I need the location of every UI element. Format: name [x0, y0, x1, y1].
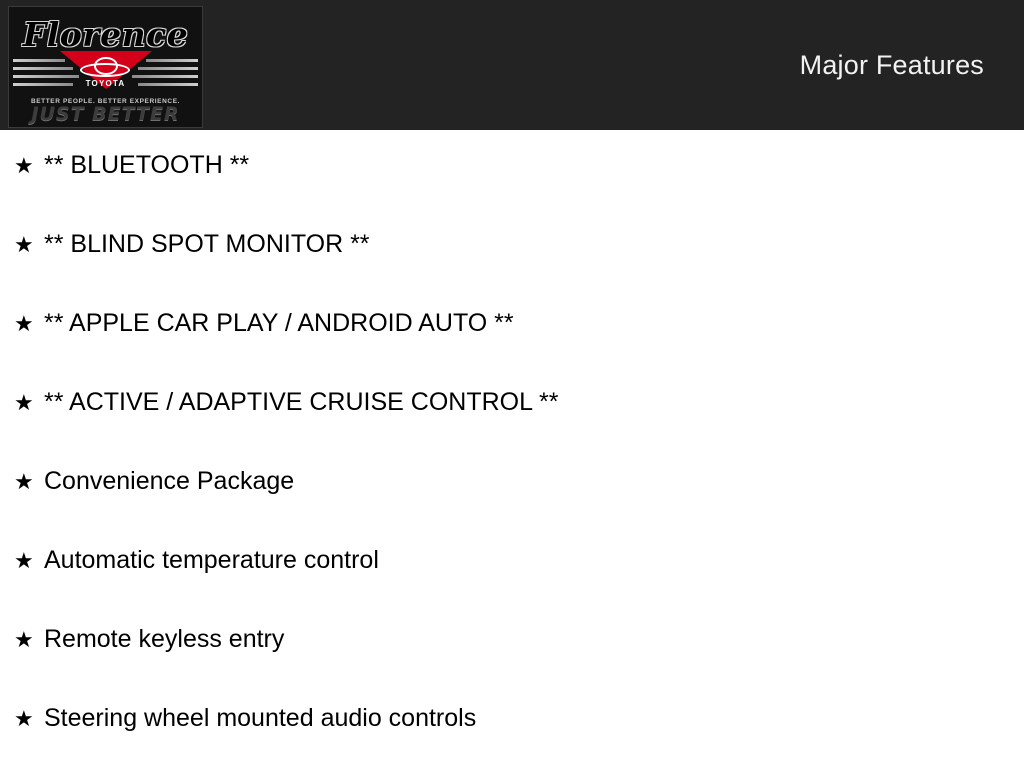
list-item — [14, 547, 1024, 626]
logo-inner — [9, 7, 202, 127]
logo-wing-line — [146, 59, 198, 62]
brand-wordmark: TOYOTA — [85, 79, 126, 88]
dealer-logo — [8, 6, 203, 128]
toyota-emblem-oval-vertical — [94, 57, 118, 75]
list-item — [14, 231, 1024, 310]
feature-label: ** APPLE CAR PLAY / ANDROID AUTO ** — [44, 309, 514, 337]
toyota-emblem-icon — [80, 57, 132, 79]
feature-label: Automatic temperature control — [44, 546, 379, 574]
list-item — [14, 626, 1024, 705]
feature-label: ** ACTIVE / ADAPTIVE CRUISE CONTROL ** — [44, 388, 559, 416]
feature-label: Remote keyless entry — [44, 625, 285, 653]
feature-label: Steering wheel mounted audio controls — [44, 704, 477, 732]
list-item — [14, 152, 1024, 231]
logo-slogan: JUST BETTER — [31, 103, 180, 125]
star-icon: ★ — [14, 153, 34, 178]
star-icon: ★ — [14, 548, 34, 573]
features-list — [0, 130, 1024, 768]
page-title: Major Features — [799, 50, 984, 80]
feature-label: ** BLIND SPOT MONITOR ** — [44, 230, 370, 258]
logo-wing-line — [13, 59, 65, 62]
list-item — [14, 705, 1024, 768]
star-icon: ★ — [14, 469, 34, 494]
feature-label: Convenience Package — [44, 467, 295, 495]
star-icon: ★ — [14, 706, 34, 731]
list-item — [14, 468, 1024, 547]
logo-tagline: BETTER PEOPLE. BETTER EXPERIENCE. — [30, 98, 181, 105]
dealer-name-script: Florence — [22, 15, 189, 54]
star-icon: ★ — [14, 311, 34, 336]
feature-label: ** BLUETOOTH ** — [44, 151, 250, 179]
star-icon: ★ — [14, 390, 34, 415]
page-header — [0, 0, 1024, 130]
list-item — [14, 310, 1024, 389]
star-icon: ★ — [14, 232, 34, 257]
star-icon: ★ — [14, 627, 34, 652]
list-item — [14, 389, 1024, 468]
